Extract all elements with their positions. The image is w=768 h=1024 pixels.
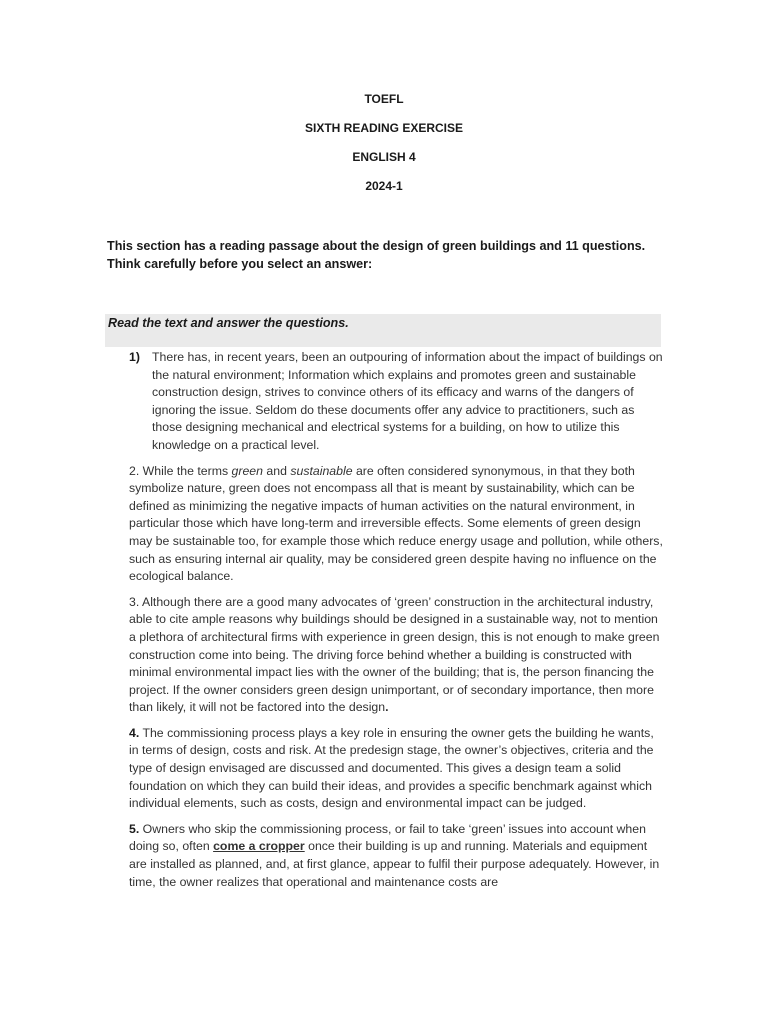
paragraph-1 xyxy=(129,349,663,455)
paragraph-4-number: 4. xyxy=(129,725,140,740)
paragraph-1-number: 1) xyxy=(129,350,140,364)
paragraph-2-part1: 2. While the terms xyxy=(129,463,232,478)
paragraph-2-part2: and xyxy=(262,463,291,478)
header-subtitle: SIXTH READING EXERCISE xyxy=(304,121,464,135)
document-header xyxy=(0,92,768,208)
paragraph-5 xyxy=(129,821,663,891)
intro-text: This section has a reading passage about the design of green buildings and 11 questions. Think carefully before you select an answer: xyxy=(107,239,646,271)
paragraph-5-number: 5. xyxy=(129,821,140,836)
paragraph-2 xyxy=(129,463,663,586)
header-course: ENGLISH 4 xyxy=(352,150,416,164)
header-term: 2024-1 xyxy=(365,179,403,193)
instruction-banner xyxy=(105,314,661,347)
paragraph-2-part3: are often considered synonymous, in that they both symbolize nature, green does not encompass all that is meant by sustainability, which can be defined as minimizing the negative impacts of human activities on the natural environment, in particular those which have long-term and irreversible effects. Some elements of green design may be sustainable too, for example those which reduce energy usage and pollution, while others, such as ensuring internal air quality, may be considered green despite having no influence on the ecological balance. xyxy=(129,463,663,584)
paragraph-5-part1: Owners who skip the commissioning process, or fail to take ‘green’ issues into account when doing so, often xyxy=(129,821,646,854)
paragraph-4-text: The commissioning process plays a key role in ensuring the owner gets the building he wants, in terms of design, costs and risk. At the predesign stage, the owner’s objectives, criteria and the type of design envisaged are discussed and documented. This gives a design team a solid foundation on which they can build their ideas, and provides a specific benchmark against which individual elements, such as costs, design and environmental impact can be judged. xyxy=(129,725,654,811)
term-sustainable: sustainable xyxy=(290,463,353,478)
paragraph-3 xyxy=(129,594,663,717)
reading-passage xyxy=(129,349,663,899)
idiom-come-a-cropper: come a cropper xyxy=(213,839,305,854)
instruction-text: Read the text and answer the questions. xyxy=(108,316,349,330)
paragraph-3-end: . xyxy=(385,700,389,715)
paragraph-4 xyxy=(129,725,663,813)
paragraph-1-text: There has, in recent years, been an outpouring of information about the impact of buildings on the natural environment; Information which explains and promotes green and sustainable construction design, strives to convince others of its efficacy and warns of the dangers of ignoring the issue. Seldom do these documents offer any advice to practitioners, such as those designing mechanical and electrical systems for a building, on how to utilize this knowledge on a practical level. xyxy=(152,350,663,452)
paragraph-5-part2: once their building is up and running. Materials and equipment are installed as planned, and, at first glance, appear to fulfil their purpose adequately. However, in time, the owner realizes that operational and maintenance costs are xyxy=(129,839,660,889)
header-title: TOEFL xyxy=(364,92,404,106)
term-green: green xyxy=(231,463,263,478)
paragraph-3-text: 3. Although there are a good many advocates of ‘green’ construction in the architectural industry, able to cite ample reasons why buildings should be designed in a sustainable way, not to mention a plethora of architectural firms with experience in green design, this is not enough to make green construction come into being. The driving force behind whether a building is constructed with minimal environmental impact lies with the owner of the building; that is, the person financing the project. If the owner considers green design unimportant, or of secondary importance, then more than likely, it will not be factored into the design xyxy=(129,594,660,715)
